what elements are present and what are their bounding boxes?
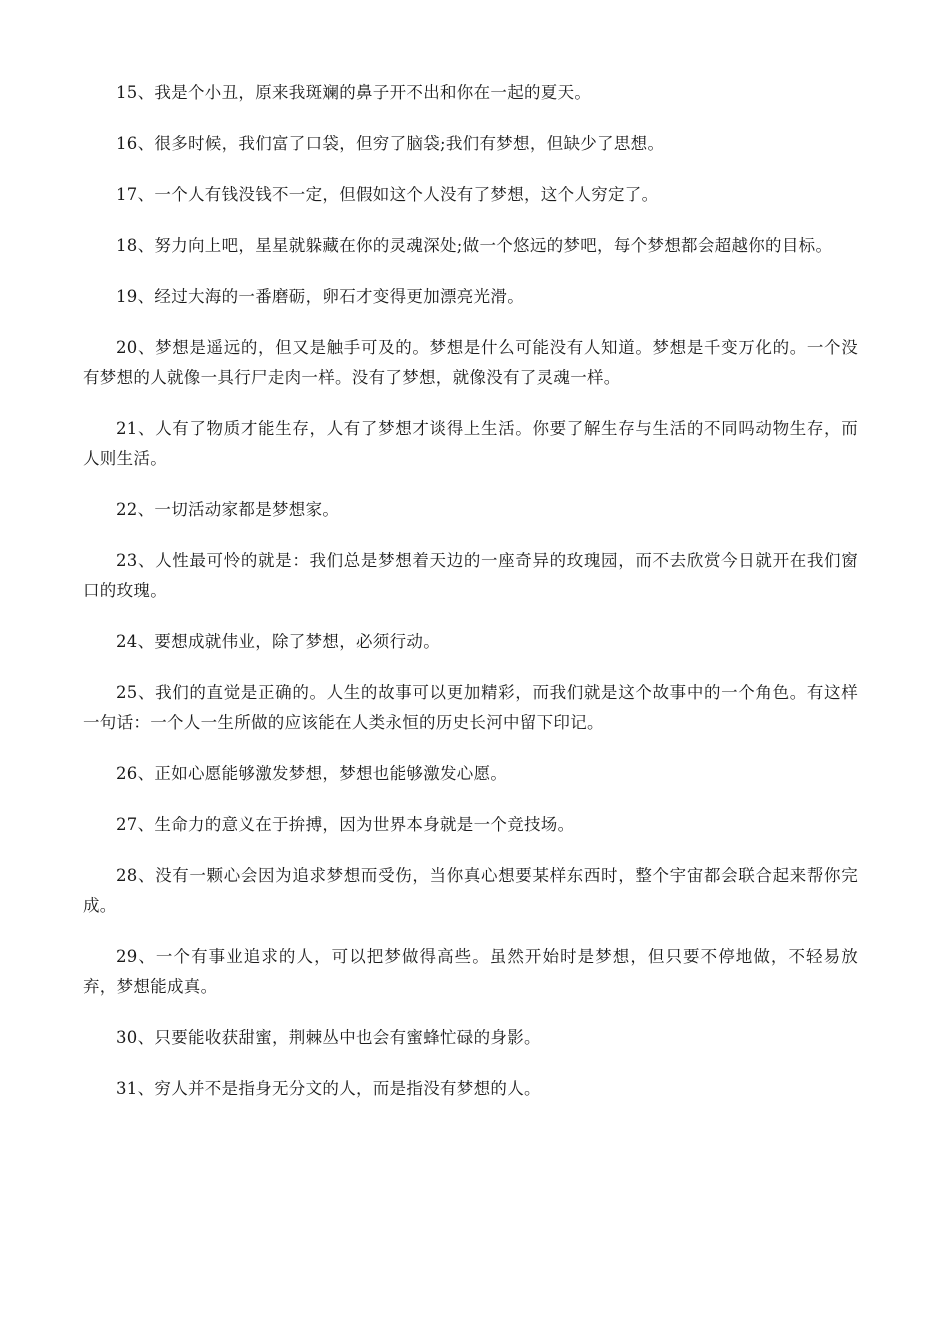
paragraph-17: 17、一个人有钱没钱不一定，但假如这个人没有了梦想，这个人穷定了。: [116, 185, 659, 204]
paragraph-24: 24、要想成就伟业，除了梦想，必须行动。: [116, 632, 440, 651]
paragraph-25: 25、我们的直觉是正确的。人生的故事可以更加精彩，而我们就是这个故事中的一个角色。有这样一句话：一个人一生所做的应该能在人类永恒的历史长河中留下印记。: [83, 683, 858, 732]
paragraph-23: 23、人性最可怜的就是：我们总是梦想着天边的一座奇异的玫瑰园，而不去欣赏今日就开在我们窗口的玫瑰。: [83, 551, 858, 600]
document-body: [83, 78, 858, 1125]
paragraph-31: 31、穷人并不是指身无分文的人，而是指没有梦想的人。: [116, 1079, 541, 1098]
paragraph-19: 19、经过大海的一番磨砺，卵石才变得更加漂亮光滑。: [116, 287, 524, 306]
paragraph-22: 22、一切活动家都是梦想家。: [116, 500, 340, 519]
paragraph-28: 28、没有一颗心会因为追求梦想而受伤，当你真心想要某样东西时，整个宇宙都会联合起来帮你完成。: [83, 866, 858, 915]
paragraph-18: 18、努力向上吧，星星就躲藏在你的灵魂深处;做一个悠远的梦吧，每个梦想都会超越你的目标。: [116, 236, 833, 255]
paragraph-29: 29、一个有事业追求的人，可以把梦做得高些。虽然开始时是梦想，但只要不停地做，不轻易放弃，梦想能成真。: [83, 947, 858, 996]
paragraph-21: 21、人有了物质才能生存，人有了梦想才谈得上生活。你要了解生存与生活的不同吗动物生存，而人则生活。: [83, 419, 858, 468]
paragraph-20: 20、梦想是遥远的，但又是触手可及的。梦想是什么可能没有人知道。梦想是千变万化的。一个没有梦想的人就像一具行尸走肉一样。没有了梦想，就像没有了灵魂一样。: [83, 338, 858, 387]
paragraph-26: 26、正如心愿能够激发梦想，梦想也能够激发心愿。: [116, 764, 508, 783]
paragraph-15: 15、我是个小丑，原来我斑斓的鼻子开不出和你在一起的夏天。: [116, 83, 592, 102]
paragraph-30: 30、只要能收获甜蜜，荆棘丛中也会有蜜蜂忙碌的身影。: [116, 1028, 541, 1047]
paragraph-27: 27、生命力的意义在于拚搏，因为世界本身就是一个竞技场。: [116, 815, 575, 834]
paragraph-16: 16、很多时候，我们富了口袋，但穷了脑袋;我们有梦想，但缺少了思想。: [116, 134, 665, 153]
